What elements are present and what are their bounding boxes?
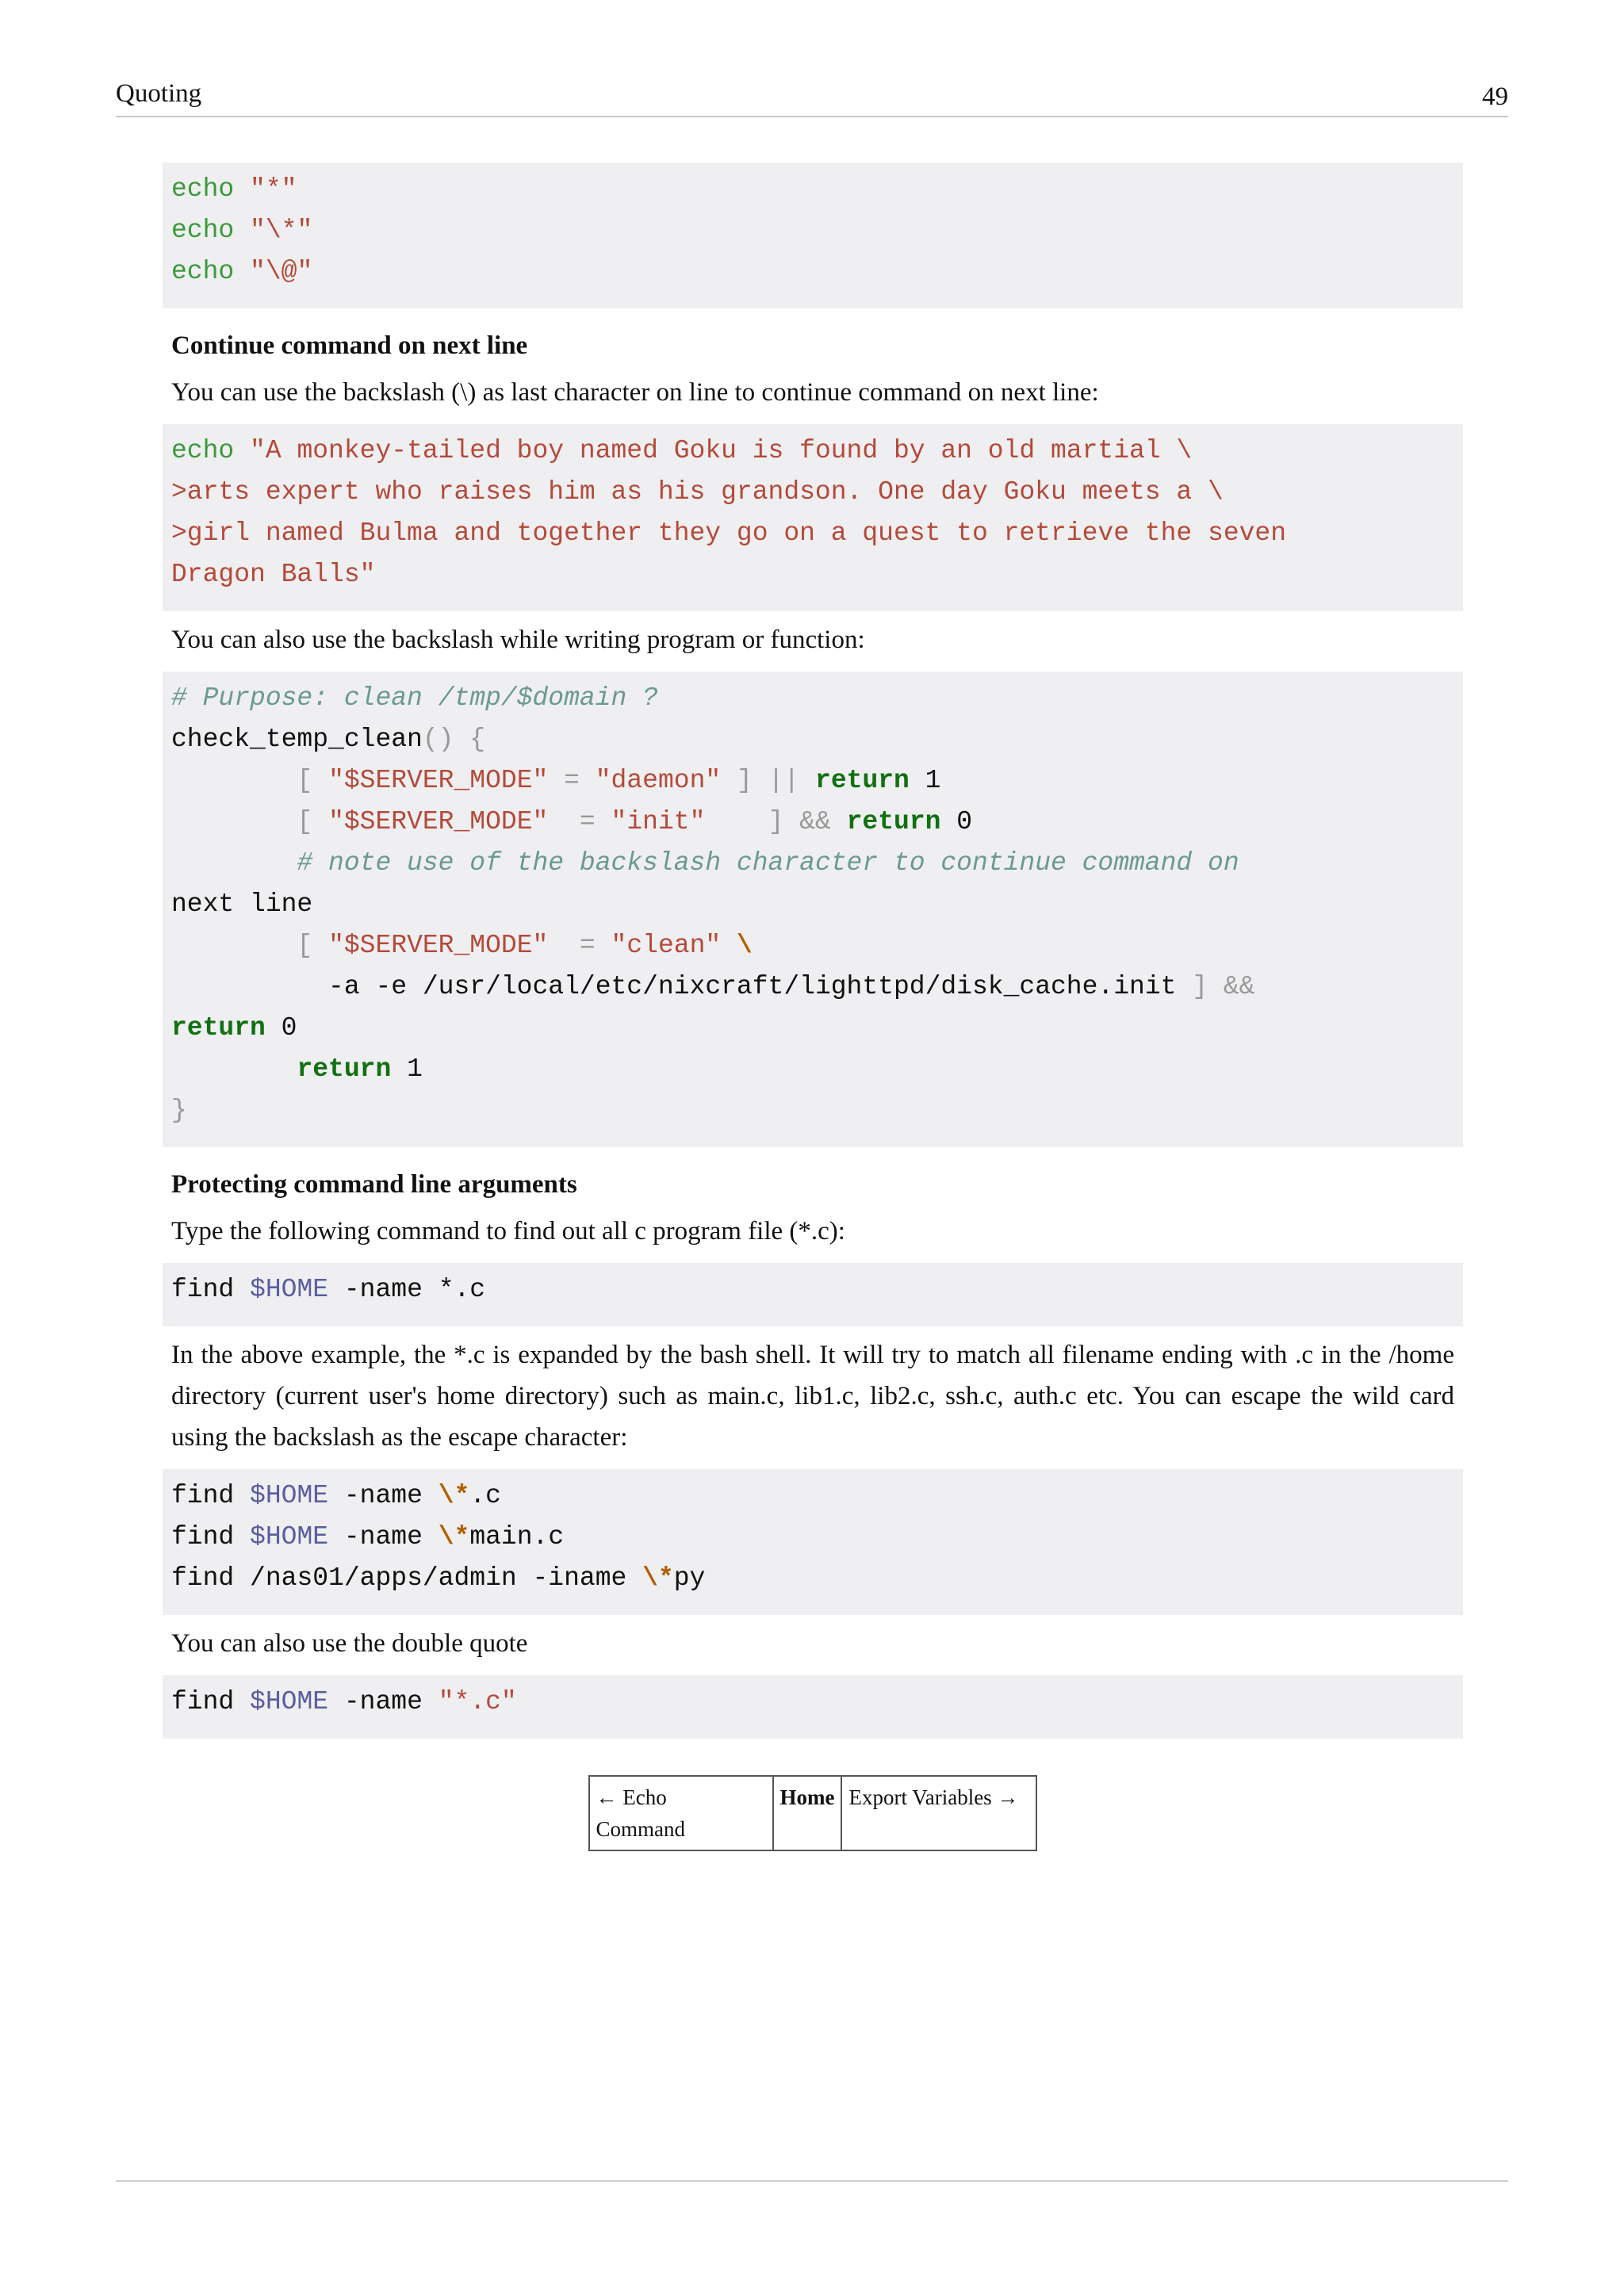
code-command: find <box>171 1687 235 1716</box>
paragraph: You can use the backslash (\) as last character on line to continue command on next line: <box>171 378 1099 407</box>
code-punct: = <box>579 931 596 960</box>
code-number: 0 <box>956 807 973 836</box>
paragraph: You can also use the backslash while writing program or function: <box>171 626 865 654</box>
code-block-find <box>163 1263 1463 1326</box>
code-block-find-escaped <box>163 1469 1463 1615</box>
code-line <box>171 1682 1454 1723</box>
code-punct: } <box>171 1096 187 1125</box>
navigation-table <box>588 1775 1038 1851</box>
code-number: 0 <box>281 1013 297 1043</box>
code-line <box>171 251 1454 293</box>
paragraph: You can also use the double quote <box>171 1629 528 1658</box>
function-name: check_temp_clean <box>171 725 423 754</box>
code-string: "init" <box>611 807 706 836</box>
section-heading: Protecting command line arguments <box>171 1170 577 1199</box>
code-string: "*.c" <box>438 1687 517 1716</box>
code-line: next line <box>171 890 313 919</box>
code-line <box>171 430 1454 472</box>
code-keyword: return <box>815 766 910 795</box>
code-line: Dragon Balls" <box>171 560 376 589</box>
code-string: "daemon" <box>595 766 722 795</box>
paragraph: Type the following command to find out all c program file (*.c): <box>171 1217 845 1246</box>
code-command: find <box>171 1275 235 1304</box>
code-command: echo <box>171 436 235 465</box>
code-line: >arts expert who raises him as his grandson. One day Goku meets a \ <box>171 477 1224 507</box>
code-text: /nas01/apps/admin -iname <box>250 1563 627 1593</box>
code-line <box>171 925 1454 966</box>
page-header <box>116 76 1508 117</box>
code-punct: ] || <box>737 766 800 795</box>
nav-prev-label: ← Echo <box>596 1785 667 1809</box>
code-command: find <box>171 1522 235 1552</box>
code-text: py <box>673 1563 706 1593</box>
code-punct: ] && <box>1192 972 1255 1001</box>
code-string: "$SERVER_MODE" <box>328 766 549 795</box>
code-variable: $HOME <box>250 1522 329 1552</box>
code-keyword: return <box>171 1013 266 1043</box>
code-punct: { <box>469 725 486 754</box>
code-escape: \ <box>736 931 753 960</box>
code-punct: = <box>564 766 580 795</box>
nav-prev-link[interactable] <box>589 1776 773 1850</box>
code-comment: # Purpose: clean /tmp/$domain ? <box>171 683 658 713</box>
code-block-function <box>163 672 1463 1147</box>
code-text: -name <box>343 1687 423 1716</box>
code-string: "$SERVER_MODE" <box>328 931 549 960</box>
code-string: "\*" <box>250 216 313 245</box>
code-escape: \* <box>438 1522 470 1552</box>
code-line <box>171 1269 1454 1311</box>
code-string: "\@" <box>250 257 313 286</box>
code-line <box>171 760 1454 802</box>
code-escape: \* <box>438 1481 470 1510</box>
code-variable: $HOME <box>250 1687 329 1716</box>
page-number: 49 <box>1482 82 1508 111</box>
code-text: main.c <box>469 1522 565 1552</box>
code-text: -name <box>343 1481 423 1510</box>
code-punct: () <box>422 725 454 754</box>
code-line <box>171 1008 1454 1049</box>
code-command: echo <box>171 257 235 286</box>
code-text: -a -e /usr/local/etc/nixcraft/lighttpd/disk_cache.init <box>328 972 1177 1001</box>
code-punct: [ <box>297 807 313 836</box>
code-line <box>171 843 1454 884</box>
code-number: 1 <box>925 766 941 795</box>
code-command: echo <box>171 216 235 245</box>
code-block-echo-escapes <box>163 163 1463 308</box>
code-text: -name <box>343 1522 423 1552</box>
code-variable: $HOME <box>250 1481 329 1510</box>
code-string: "*" <box>250 174 297 204</box>
code-punct: ] && <box>768 807 831 836</box>
code-keyword: return <box>297 1054 392 1084</box>
code-punct: [ <box>297 931 313 960</box>
code-punct: = <box>579 807 596 836</box>
code-line <box>171 966 1454 1008</box>
code-block-find-quoted <box>163 1675 1463 1739</box>
code-punct: [ <box>297 766 313 795</box>
code-string: "clean" <box>611 931 722 960</box>
code-line <box>171 169 1454 210</box>
footer-divider <box>116 2180 1508 2182</box>
code-line <box>171 1049 1454 1090</box>
code-line <box>171 802 1454 843</box>
code-variable: $HOME <box>250 1275 329 1304</box>
code-line <box>171 210 1454 251</box>
code-text: .c <box>469 1481 501 1510</box>
code-command: find <box>171 1563 235 1593</box>
code-line: >girl named Bulma and together they go on a quest to retrieve the seven <box>171 519 1287 548</box>
code-command: find <box>171 1481 235 1510</box>
code-block-goku-echo <box>163 424 1463 611</box>
code-line <box>171 1517 1454 1558</box>
nav-next-link[interactable]: Export Variables → <box>841 1776 1036 1850</box>
paragraph: In the above example, the *.c is expanded by the bash shell. It will try to match all filename ending with .c in the /home directory (current user's home directory) such as main.c, lib1.c, lib2.c, ssh.c, auth.c etc. You can escape the wild card using the backslash as the escape character: <box>171 1341 1454 1452</box>
code-line <box>171 1475 1454 1517</box>
code-command: echo <box>171 174 235 204</box>
code-comment: # note use of the backslash character to continue command on <box>297 848 1239 878</box>
code-line <box>171 1558 1454 1599</box>
section-heading: Continue command on next line <box>171 331 528 360</box>
page-content <box>163 163 1463 1851</box>
code-string: "A monkey-tailed boy named Goku is found by an old martial \ <box>250 436 1193 465</box>
code-keyword: return <box>846 807 941 836</box>
running-title: Quoting <box>116 79 202 108</box>
nav-home-link[interactable]: Home <box>773 1776 842 1850</box>
code-string: "$SERVER_MODE" <box>328 807 549 836</box>
code-number: 1 <box>407 1054 423 1084</box>
code-line <box>171 719 1454 760</box>
code-escape: \* <box>642 1563 674 1593</box>
code-text: -name *.c <box>343 1275 486 1304</box>
nav-prev-label: Command <box>596 1817 685 1841</box>
